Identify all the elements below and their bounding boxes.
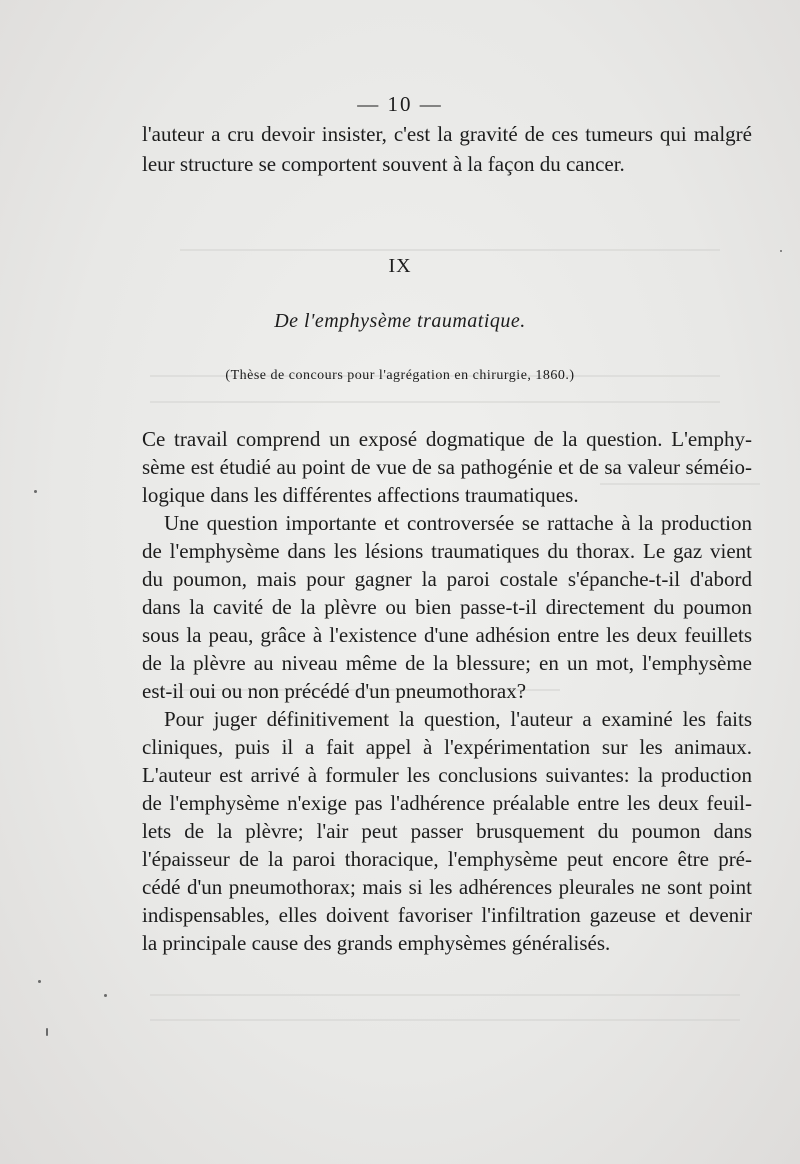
text-line: dans la cavité de la plèvre ou bien passe-t-il directement du poumon <box>142 595 752 619</box>
section-subtitle: (Thèse de concours pour l'agrégation en chirurgie, 1860.) <box>225 368 575 383</box>
text-line: de l'emphysème n'exige pas l'adhérence préalable entre les deux feuil- <box>142 791 752 815</box>
text-line: Pour juger définitivement la question, l'auteur a examiné les faits <box>164 707 752 731</box>
text-line: cédé d'un pneumothorax; mais si les adhérences pleurales ne sont point <box>142 875 752 899</box>
text-line: de l'emphysème dans les lésions traumatiques du thorax. Le gaz vient <box>142 539 752 563</box>
ink-speck <box>46 1028 48 1036</box>
section-title: De l'emphysème traumatique. <box>274 310 526 332</box>
ink-speck <box>780 250 782 252</box>
ink-speck <box>34 490 37 493</box>
ink-speck <box>104 994 107 997</box>
text-line: la principale cause des grands emphysèmes généralisés. <box>142 931 611 955</box>
text-line: lets de la plèvre; l'air peut passer brusquement du poumon dans <box>142 819 752 843</box>
text-line: l'épaisseur de la paroi thoracique, l'emphysème peut encore être pré- <box>142 847 752 871</box>
section-number: IX <box>388 255 412 277</box>
text-line: l'auteur a cru devoir insister, c'est la gravité de ces tumeurs qui malgré <box>142 122 752 146</box>
text-line: leur structure se comportent souvent à la façon du cancer. <box>142 152 625 176</box>
text-line: sème est étudié au point de vue de sa pathogénie et de sa valeur séméio- <box>142 455 752 479</box>
text-line: de la plèvre au niveau même de la blessure; en un mot, l'emphysème <box>142 651 752 675</box>
text-line: cliniques, puis il a fait appel à l'expérimentation sur les animaux. <box>142 735 752 759</box>
text-line: L'auteur est arrivé à formuler les conclusions suivantes: la production <box>142 763 752 787</box>
page-number: — 10 — <box>357 92 443 116</box>
text-line: est-il oui ou non précédé d'un pneumothorax? <box>142 679 527 703</box>
text-line: logique dans les différentes affections traumatiques. <box>142 483 579 507</box>
ink-speck <box>38 980 41 983</box>
text-line: du poumon, mais pour gagner la paroi costale s'épanche-t-il d'abord <box>142 567 752 591</box>
text-line: indispensables, elles doivent favoriser l'infiltration gazeuse et devenir <box>142 903 752 927</box>
text-line: Une question importante et controversée se rattache à la production <box>164 511 752 535</box>
text-line: sous la peau, grâce à l'existence d'une adhésion entre les deux feuillets <box>142 623 752 647</box>
text-line: Ce travail comprend un exposé dogmatique de la question. L'emphy- <box>142 427 752 451</box>
